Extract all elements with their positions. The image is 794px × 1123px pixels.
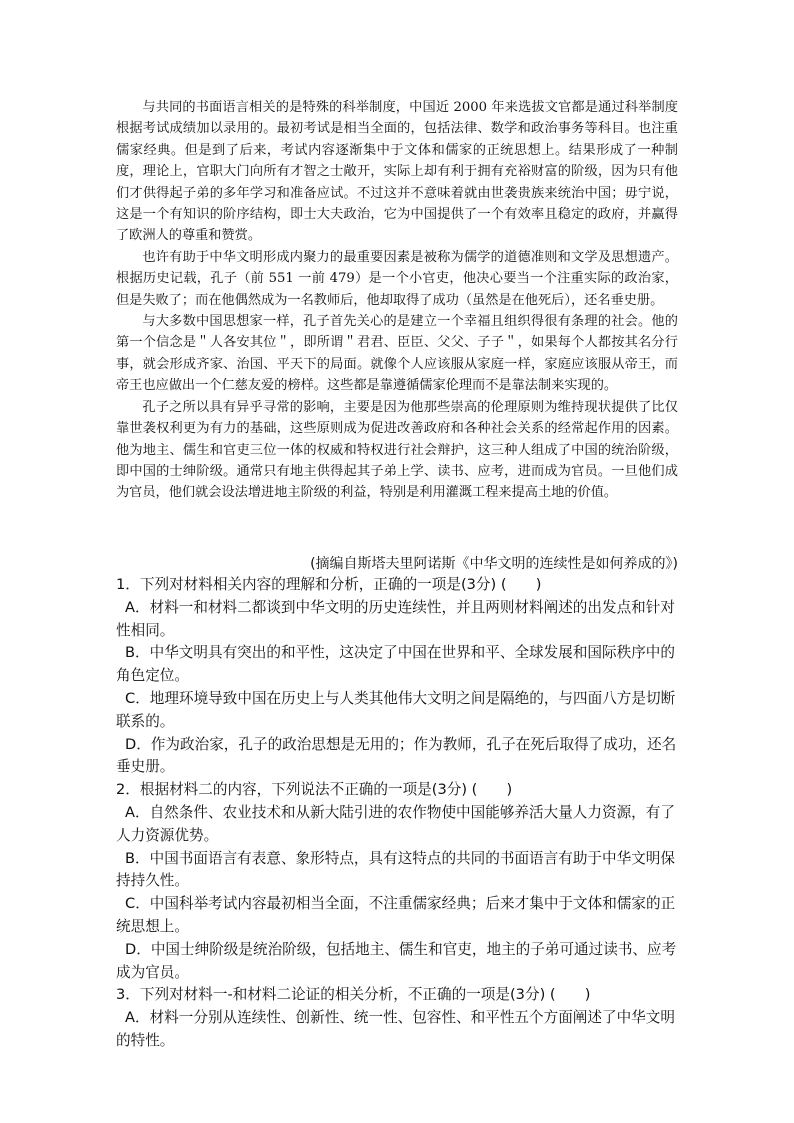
question-list [116,574,678,1053]
option-d: D．作为政治家，孔子的政治思想是无用的；作为教师，孔子在死后取得了成功，还名垂史册。 [116,735,677,776]
option-b: B．中国书面语言有表意、象形特点，具有这特点的共同的书面语言有助于中华文明保持持久性。 [116,849,675,890]
passage-paragraph: 与共同的书面语言相关的是特殊的科举制度，中国近 2000 年来选拔文官都是通过科举制度根据考试成绩加以录用的。最初考试是相当全面的，包括法律、数学和政治事务等科目。也注重儒家经典。但是到了后来，考试内容逐渐集中于文体和儒家的正统思想上。结果形成了一种制度，理论上，官职大门向所有才智之士敞开，实际上却有利于拥有充裕财富的阶级，因为只有他们才供得起子弟的多年学习和准备应试。不过这并不意味着就由世袭贵族来统治中国；毋宁说，这是一个有知识的阶序结构，即士大夫政治，它为中国提供了一个有效率且稳定的政府，并赢得了欧洲人的尊重和赞赏。 [116,100,678,244]
question-2 [116,779,678,984]
option-c: C．中国科举考试内容最初相当全面，不注重儒家经典；后来才集中于文体和儒家的正统思想上。 [116,895,676,935]
option-a: A．自然条件、农业技术和从新大陆引进的农作物使中国能够养活大量人力资源，有了人力资源优势。 [116,803,675,844]
option-a: A．材料一和材料二都谈到中华文明的历史连续性，并且两则材料阐述的出发点和针对性相同。 [116,598,675,639]
question-1 [116,574,678,779]
option-b: B．中华文明具有突出的和平性，这决定了中国在世界和平、全球发展和国际秩序中的角色定位。 [116,644,675,685]
option-c: C．地理环境导致中国在历史上与人类其他伟大文明之间是隔绝的，与四面八方是切断联系的。 [116,689,676,730]
passage-source: (摘编自斯塔夫里阿诺斯《中华文明的连续性是如何养成的》) [310,556,678,572]
question-stem: 2．根据材料二的内容，下列说法不正确的一项是(3分) ( ) [116,781,513,799]
option-a: A．材料一分别从连续性、创新性、统一性、包容性、和平性五个方面阐述了中华文明的特性。 [116,1009,675,1049]
question-stem: 3．下列对材料一-和材料二论证的相关分析，不正确的一项是(3分) ( ) [116,986,591,1004]
reading-passage [116,97,678,504]
passage-paragraph: 与大多数中国思想家一样，孔子首先关心的是建立一个幸福且组织得很有条理的社会。他的第一个信念是＂人各安其位＂，即所谓＂君君、臣臣、父父、子子＂，如果每个人都按其名分行事，就会形成齐家、治国、平天下的局面。就像个人应该服从家庭一样，家庭应该服从帝王，而帝王也应做出一个仁慈友爱的榜样。这些都是靠遵循儒家伦理而不是靠法制来实现的。 [116,314,678,394]
question-3 [116,984,678,1052]
question-stem: 1．下列对材料相关内容的理解和分析，正确的一项是(3分) ( ) [116,576,542,593]
passage-paragraph: 孔子之所以具有异乎寻常的影响，主要是因为他那些崇高的伦理原则为维持现状提供了比仅靠世袭权利更为有力的基础，这些原则成为促进改善政府和各种社会关系的经常起作用的因素。他为地主、儒生和官吏三位一体的权威和特权进行社会辩护，这三种人组成了中国的统治阶级，即中国的士绅阶级。通常只有地主供得起其子弟上学、读书、应考，进而成为官员。一旦他们成为官员，他们就会设法增进地主阶级的利益，特别是利用灌溉工程来提高土地的价值。 [116,399,678,501]
passage-paragraph: 也许有助于中华文明形成内聚力的最重要因素是被称为儒学的道德准则和文学及思想遗产。根据历史记载，孔子（前 551 一前 479）是一个小官吏，他决心要当一个注重实际的政治家，但是失败了；而在他偶然成为一名教师后，他却取得了成功（虽然是在他死后），还名垂史册。 [116,249,678,308]
option-d: D．中国士绅阶级是统治阶级，包括地主、儒生和官吏，地主的子弟可通过读书、应考成为官员。 [116,940,677,981]
